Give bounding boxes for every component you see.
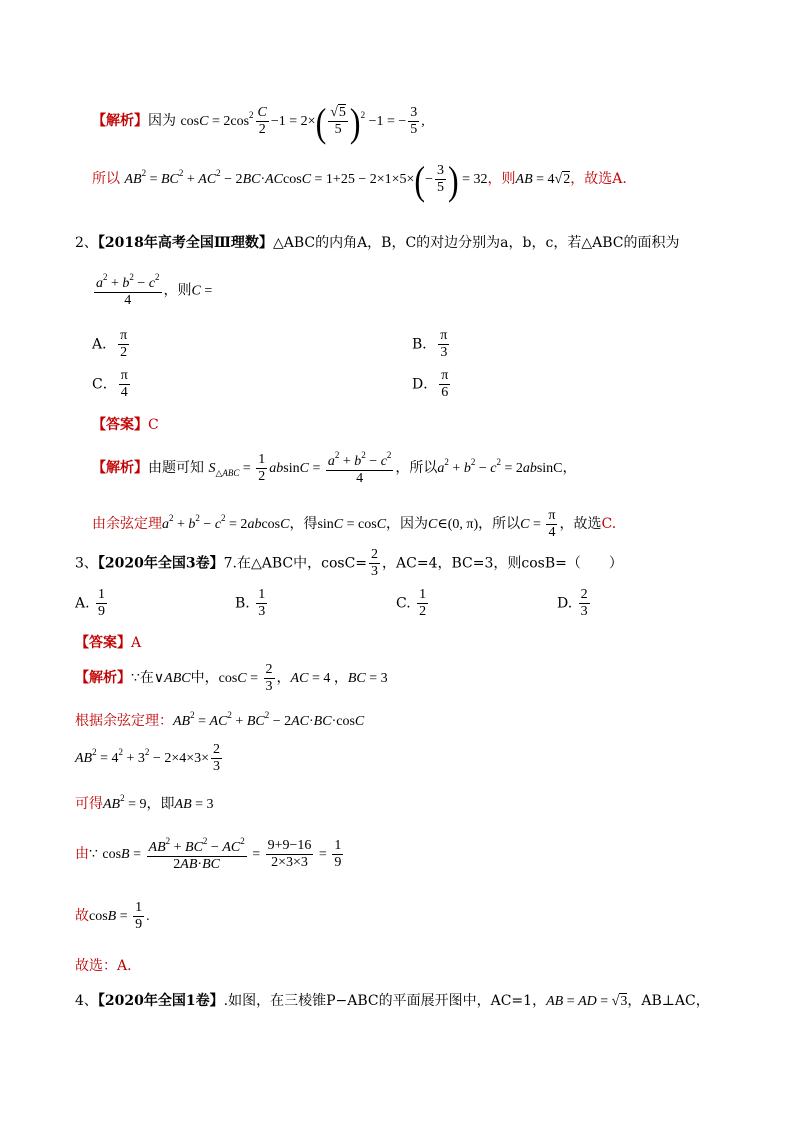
formula: ∨ABC xyxy=(153,670,191,686)
q3-answer xyxy=(75,632,141,652)
q-source: 【2020年全国1卷】 xyxy=(97,993,224,1009)
text: 由余弦定理 xyxy=(92,515,162,532)
text: 在 xyxy=(139,669,154,686)
text: 由 xyxy=(75,845,89,862)
q2-stem xyxy=(75,232,679,252)
text: 中， xyxy=(190,669,219,686)
q-number: 2、 xyxy=(75,235,98,251)
formula: C = xyxy=(191,283,213,299)
text: ，得 xyxy=(289,515,318,532)
formula: cosB = $\frac{1}{9}$ . xyxy=(89,900,150,933)
answer-value: A xyxy=(131,635,142,651)
q-stem-text: △ABC的内角A，B，C的对边分别为a，b，c，若△ABC的面积为 xyxy=(272,235,680,251)
q3-exp-line7 xyxy=(75,955,132,975)
formula: $a^2 + b^2 - c^2 = 2abcosC$ xyxy=(162,512,290,532)
text: ，即 xyxy=(146,796,175,812)
q3-exp-line4 xyxy=(75,793,214,813)
q3-option-a: A. $\frac{1}{9}$ xyxy=(75,587,106,620)
text: 因为 xyxy=(148,112,176,129)
formula: $AB^2 = BC^2 + AC^2 - 2BC\cdot ACcosC = 1+25 - 2\times 1\times 5\times(-$ $\frac{3}{5}$ ) = 32 xyxy=(124,157,488,203)
formula: $S_{\triangle ABC}$ = $\frac{1}{2}$ absinC = $\frac{a^2 + b^2 - c^2}{4}$ xyxy=(208,450,392,487)
text: ，则 xyxy=(163,282,192,299)
formula: $AB^2 = 9$ xyxy=(103,793,147,812)
text: 根据余弦定理： xyxy=(75,713,173,729)
analysis-tag: 【解析】 xyxy=(92,112,148,129)
q3-exp-line5 xyxy=(75,836,345,873)
text: 所以 xyxy=(92,170,120,187)
q-source: 【2020年全国3卷】 xyxy=(97,555,224,572)
text: ，则 xyxy=(487,170,516,187)
text: 故选： xyxy=(75,958,117,974)
formula: AB = 3 xyxy=(174,797,214,812)
q2-option-c: C． $\frac{\pi}{4}$ xyxy=(92,368,128,401)
q3-exp-line1 xyxy=(75,662,388,695)
q2-answer xyxy=(92,414,159,434)
formula: $\cos C = 2\cos^2$ $\frac{C}{2}$ −1 = 2×( $\frac{√5}{5}$ )$^2$ −1 = − $\frac{3}{5}$ , xyxy=(180,99,425,145)
formula: $AB^2 = AC^2 + BC^2 - 2AC\cdot BC\cdot\cos C$ xyxy=(173,710,365,729)
q3-exp-line2 xyxy=(75,710,364,730)
choice: A. xyxy=(612,170,627,187)
q-stem-text: ，AC=4，BC=3，则cosB=（ ） xyxy=(382,555,623,572)
q3-option-c: C. $\frac{1}{2}$ xyxy=(396,587,427,620)
text: ，所以 xyxy=(395,459,438,476)
formula: $a^2 + b^2 - c^2 = 2absinC$， xyxy=(437,456,577,476)
q3-exp-line3 xyxy=(75,742,224,775)
analysis-tag: 【解析】 xyxy=(75,669,131,686)
q2-stem-2 xyxy=(92,272,212,309)
formula: AB = 4√2 xyxy=(515,171,571,187)
q-number: 3、 xyxy=(75,555,98,572)
because-symbol: ∵ xyxy=(89,846,98,862)
q2-exp-line2 xyxy=(92,508,616,541)
formula: $\frac{a^2 + b^2 - c^2}{4}$ xyxy=(96,272,160,309)
formula: $\frac{2}{3}$ xyxy=(371,547,379,580)
text: 可得 xyxy=(75,796,103,812)
text: ，故选 xyxy=(559,515,602,532)
q-stem-text: .如图，在三棱锥P−ABC的平面展开图中，AC=1， xyxy=(223,993,547,1009)
formula: cosB = $\frac{AB^2 + BC^2 - AC^2}{2AB\cdot BC}$ = $\frac{9+9-16}{2\times 3\times 3}$ = $\frac{1}{9}$ xyxy=(102,836,342,873)
p1-line xyxy=(92,99,425,145)
choice: C. xyxy=(601,515,617,532)
q3-exp-line6 xyxy=(75,900,150,933)
formula: sinC = cosC xyxy=(317,516,387,532)
text: 由题可知 xyxy=(148,459,204,476)
q2-option-b: B． $\frac{\pi}{3}$ xyxy=(412,328,448,361)
q-stem-text: 7.在△ABC中，cosC= xyxy=(223,555,368,572)
p2-line xyxy=(92,157,627,203)
answer-value: C xyxy=(148,417,159,433)
q2-exp-line1 xyxy=(92,450,577,487)
formula: $AB^2 = 4^2 + 3^2 - 2\times 4\times 3\times$ $\frac{2}{3}$ xyxy=(75,742,221,775)
text: ，所以 xyxy=(478,515,521,532)
answer-tag: 【答案】 xyxy=(92,417,148,433)
formula: AB = AD = √3 xyxy=(546,994,628,1009)
text: 故 xyxy=(75,907,89,924)
q3-stem xyxy=(75,547,623,580)
formula: cosC = $\frac{2}{3}$ ，AC = 4 ，BC = 3 xyxy=(218,662,388,695)
choice: A. xyxy=(117,958,132,974)
text: ，因为 xyxy=(386,515,429,532)
formula: C∈(0, π) xyxy=(428,516,479,532)
q4-stem xyxy=(75,990,710,1010)
q-stem-text: ，AB⊥AC， xyxy=(627,993,710,1009)
answer-tag: 【答案】 xyxy=(75,635,131,651)
q2-option-a: A． $\frac{\pi}{2}$ xyxy=(92,328,128,361)
q2-option-d: D． $\frac{\pi}{6}$ xyxy=(412,368,449,401)
q3-option-b: B. $\frac{1}{3}$ xyxy=(235,587,266,620)
text: ，故选 xyxy=(570,170,613,187)
q3-option-d: D. $\frac{2}{3}$ xyxy=(557,587,588,620)
formula: C = $\frac{\pi}{4}$ xyxy=(520,508,556,541)
q-source: 【2018年高考全国Ⅲ理数】 xyxy=(97,235,273,251)
q-number: 4、 xyxy=(75,993,98,1009)
because-symbol: ∵ xyxy=(131,670,140,686)
analysis-tag: 【解析】 xyxy=(92,459,148,476)
